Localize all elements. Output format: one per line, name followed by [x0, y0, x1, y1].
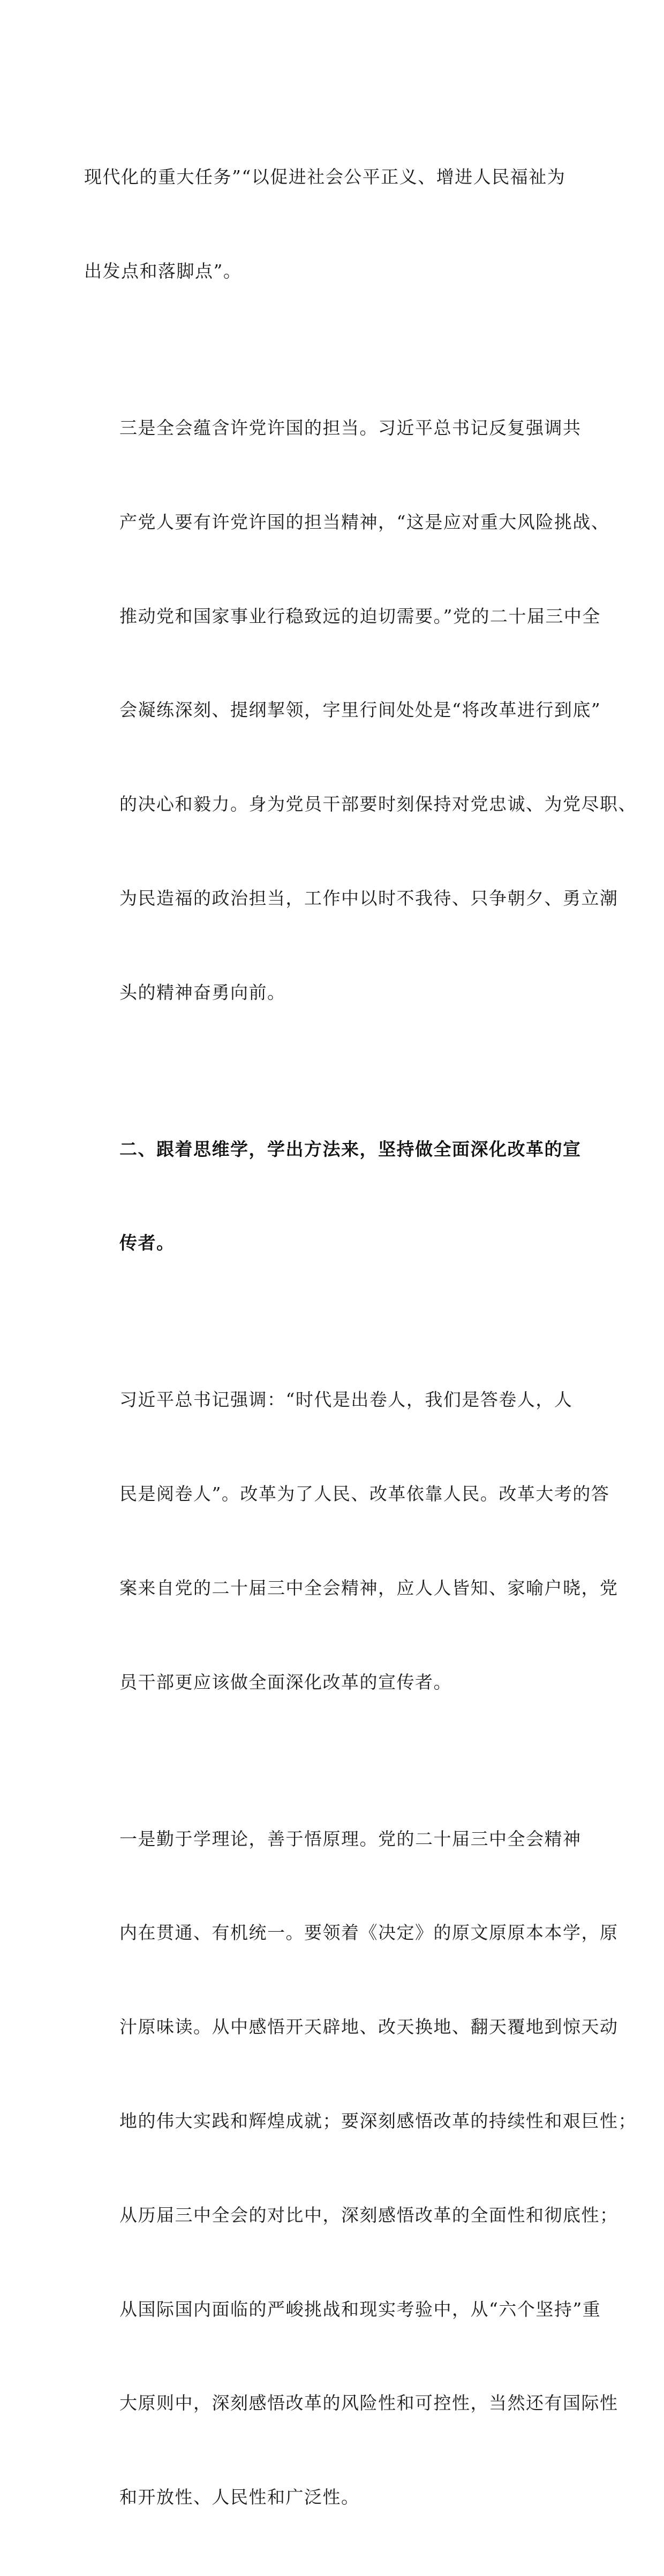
text-line: 出发点和落脚点”。 — [84, 260, 242, 281]
heading-line: 二、跟着思维学，学出方法来，坚持做全面深化改革的宣 — [119, 1138, 582, 1160]
text-line: 案来自党的二十届三中全会精神，应人人皆知、家喻户晓，党 — [119, 1577, 618, 1598]
paragraph-continued — [84, 99, 569, 350]
text-line: 一是勤于学理论，善于悟原理。党的二十届三中全会精神 — [119, 1828, 582, 1849]
text-line: 推动党和国家事业行稳致远的迫切需要。”党的二十届三中全 — [119, 605, 601, 627]
text-line: 大原则中，深刻感悟改革的风险性和可控性，当然还有国际性 — [119, 2392, 618, 2414]
text-line: 员干部更应该做全面深化改革的宣传者。 — [119, 1671, 452, 1693]
text-line: 汁原味读。从中感悟开天辟地、改天换地、翻天覆地到惊天动 — [119, 2016, 618, 2038]
paragraph-propagandist — [84, 1322, 618, 1760]
text-line: 头的精神奋勇向前。 — [119, 981, 286, 1003]
document-body — [84, 99, 637, 2576]
heading-line: 传者。 — [119, 1232, 175, 1254]
text-line: 地的伟大实践和辉煌成就；要深刻感悟改革的持续性和艰巨性； — [119, 2110, 637, 2131]
text-line: 内在贯通、有机统一。要领着《决定》的原文原原本本学，原 — [119, 1922, 618, 1944]
paragraph-responsibility — [84, 350, 637, 1071]
text-line: 习近平总书记强调：“时代是出卷人，我们是答卷人，人 — [119, 1389, 573, 1411]
text-line: 三是全会蕴含许党许国的担当。习近平总书记反复强调共 — [119, 417, 582, 438]
text-line: 民是阅卷人”。改革为了人民、改革依靠人民。改革大考的答 — [119, 1483, 610, 1505]
text-line: 从历届三中全会的对比中，深刻感悟改革的全面性和彻底性； — [119, 2204, 618, 2226]
section-heading — [84, 1071, 582, 1322]
text-line: 现代化的重大任务”“以促进社会公平正义、增进人民福祉为 — [84, 166, 566, 188]
text-line: 和开放性、人民性和广泛性。 — [119, 2487, 360, 2508]
text-line: 的决心和毅力。身为党员干部要时刻保持对党忠诚、为党尽职、 — [119, 794, 637, 815]
text-line: 为民造福的政治担当，工作中以时不我待、只争朝夕、勇立潮 — [119, 887, 618, 909]
text-line: 从国际国内面临的严峻挑战和现实考验中，从“六个坚持”重 — [119, 2298, 601, 2320]
text-line: 会凝练深刻、提纲挈领，字里行间处处是“将改革进行到底” — [119, 699, 601, 721]
text-line: 产党人要有许党许国的担当精神，“这是应对重大风险挑战、 — [119, 511, 610, 532]
paragraph-theory — [84, 1760, 637, 2575]
